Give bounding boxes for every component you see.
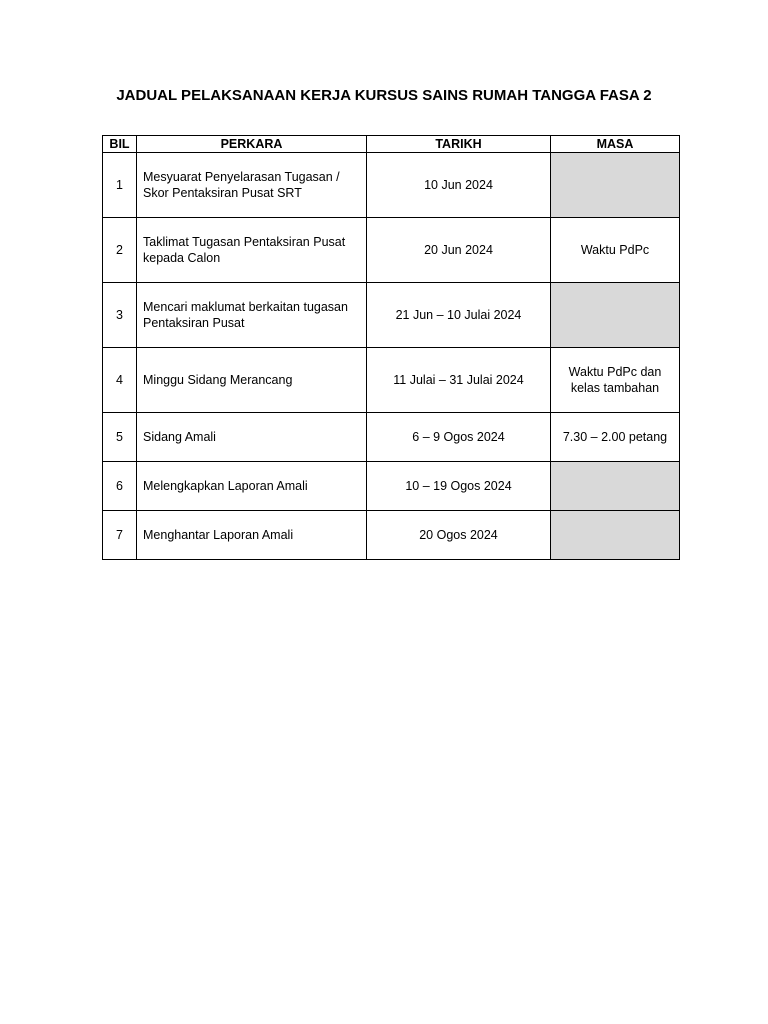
cell-bil: 5 <box>103 413 137 462</box>
cell-bil: 1 <box>103 153 137 218</box>
cell-masa: Waktu PdPc dan kelas tambahan <box>551 348 680 413</box>
cell-perkara: Menghantar Laporan Amali <box>137 511 367 560</box>
header-bil: BIL <box>103 136 137 153</box>
cell-tarikh: 11 Julai – 31 Julai 2024 <box>367 348 551 413</box>
cell-masa <box>551 153 680 218</box>
cell-perkara: Sidang Amali <box>137 413 367 462</box>
cell-masa <box>551 283 680 348</box>
table-row <box>103 413 680 462</box>
cell-masa <box>551 462 680 511</box>
header-tarikh: TARIKH <box>367 136 551 153</box>
table-row <box>103 283 680 348</box>
cell-bil: 7 <box>103 511 137 560</box>
cell-masa <box>551 511 680 560</box>
cell-tarikh: 10 Jun 2024 <box>367 153 551 218</box>
cell-bil: 4 <box>103 348 137 413</box>
cell-perkara: Minggu Sidang Merancang <box>137 348 367 413</box>
cell-bil: 6 <box>103 462 137 511</box>
document-title: JADUAL PELAKSANAAN KERJA KURSUS SAINS RUMAH TANGGA FASA 2 <box>116 87 652 104</box>
header-masa: MASA <box>551 136 680 153</box>
table-row <box>103 511 680 560</box>
table-row <box>103 153 680 218</box>
cell-tarikh: 6 – 9 Ogos 2024 <box>367 413 551 462</box>
table-header-row <box>103 136 680 153</box>
cell-perkara: Mencari maklumat berkaitan tugasan Pentaksiran Pusat <box>137 283 367 348</box>
cell-perkara: Taklimat Tugasan Pentaksiran Pusat kepada Calon <box>137 218 367 283</box>
cell-bil: 2 <box>103 218 137 283</box>
schedule-table <box>102 135 680 560</box>
cell-perkara: Melengkapkan Laporan Amali <box>137 462 367 511</box>
cell-masa: 7.30 – 2.00 petang <box>551 413 680 462</box>
cell-bil: 3 <box>103 283 137 348</box>
table-row <box>103 218 680 283</box>
cell-tarikh: 20 Ogos 2024 <box>367 511 551 560</box>
table-row <box>103 348 680 413</box>
table-row <box>103 462 680 511</box>
header-perkara: PERKARA <box>137 136 367 153</box>
cell-tarikh: 10 – 19 Ogos 2024 <box>367 462 551 511</box>
cell-masa: Waktu PdPc <box>551 218 680 283</box>
cell-tarikh: 20 Jun 2024 <box>367 218 551 283</box>
cell-perkara: Mesyuarat Penyelarasan Tugasan / Skor Pentaksiran Pusat SRT <box>137 153 367 218</box>
cell-tarikh: 21 Jun – 10 Julai 2024 <box>367 283 551 348</box>
